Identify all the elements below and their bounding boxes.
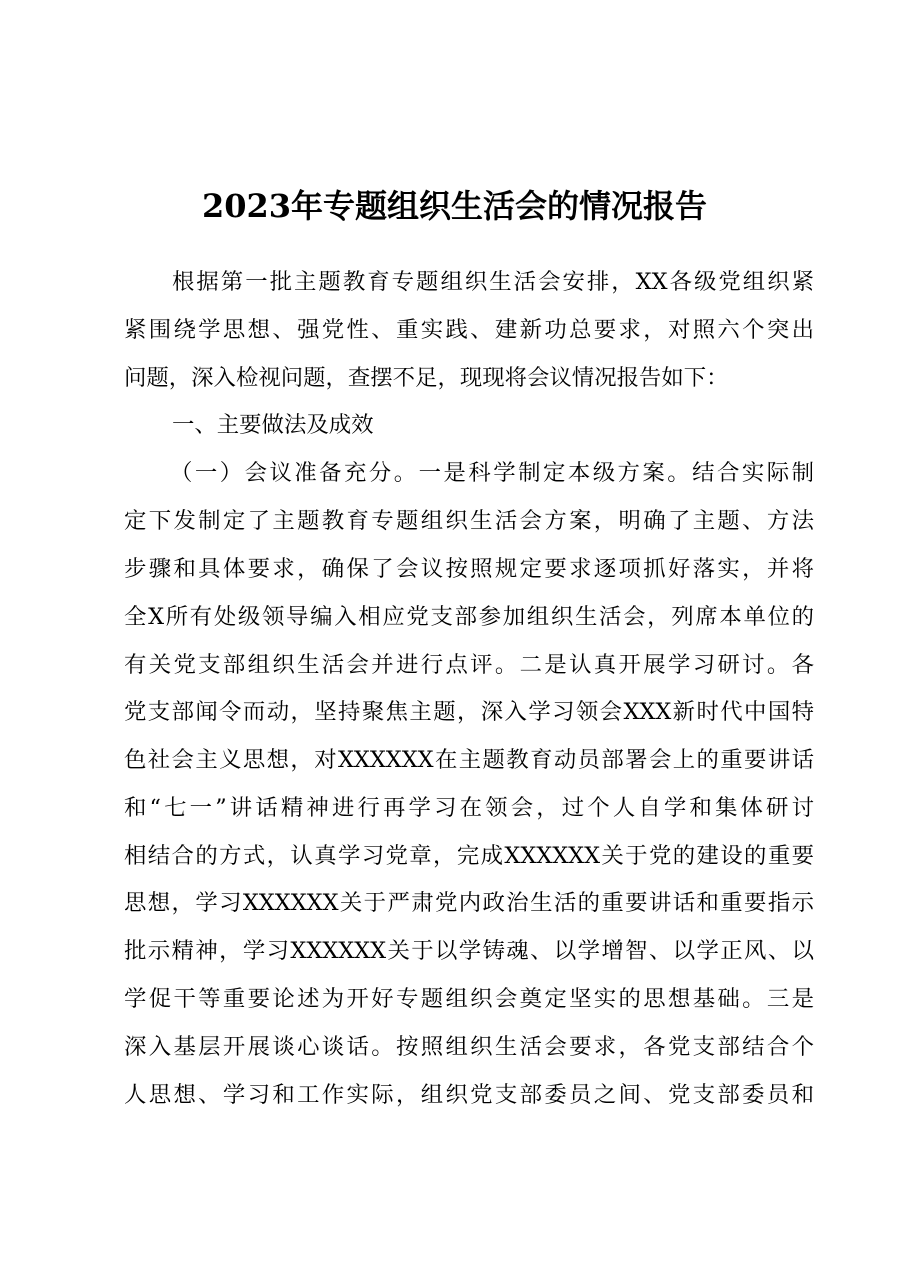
paragraph-line: 学促干等重要论述为开好专题组织会奠定坚实的思想基础。三是 xyxy=(124,986,814,1012)
paragraph-line: 问题，深入检视问题，查摆不足，现现将会议情况报告如下： xyxy=(124,365,729,391)
paragraph-line: 思想，学习XXXXXX关于严肃党内政治生活的重要讲话和重要指示 xyxy=(124,890,814,916)
paragraph-line: 人思想、学习和工作实际，组织党支部委员之间、党支部委员和 xyxy=(124,1082,814,1108)
paragraph-line: （一）会议准备充分。一是科学制定本级方案。结合实际制 xyxy=(170,460,814,486)
paragraph-line: 批示精神，学习XXXXXX关于以学铸魂、以学增智、以学正风、以 xyxy=(124,938,814,964)
paragraph-line: 定下发制定了主题教育专题组织生活会方案，明确了主题、方法 xyxy=(124,508,814,534)
paragraph-line: 色社会主义思想，对XXXXXX在主题教育动员部署会上的重要讲话 xyxy=(124,747,814,773)
paragraph-line: 深入基层开展谈心谈话。按照组织生活会要求，各党支部结合个 xyxy=(124,1034,814,1060)
paragraph-line: 紧围绕学思想、强党性、重实践、建新功总要求，对照六个突出 xyxy=(124,317,814,343)
paragraph-line: 相结合的方式，认真学习党章，完成XXXXXX关于党的建设的重要 xyxy=(124,843,814,869)
paragraph-line: 步骤和具体要求，确保了会议按照规定要求逐项抓好落实，并将 xyxy=(124,556,814,582)
paragraph-line: 根据第一批主题教育专题组织生活会安排，XX各级党组织紧 xyxy=(172,269,814,295)
paragraph-line: 党支部闻令而动，坚持聚焦主题，深入学习领会XXX新时代中国特 xyxy=(124,699,814,725)
document-title: 2023年专题组织生活会的情况报告 xyxy=(201,187,708,225)
paragraph-line: 有关党支部组织生活会并进行点评。二是认真开展学习研讨。各 xyxy=(124,652,814,678)
paragraph-line: 和“七一”讲话精神进行再学习在领会，过个人自学和集体研讨 xyxy=(124,795,814,821)
paragraph-line: 全X所有处级领导编入相应党支部参加组织生活会，列席本单位的 xyxy=(124,604,814,630)
section-heading: 一、主要做法及成效 xyxy=(172,412,374,438)
